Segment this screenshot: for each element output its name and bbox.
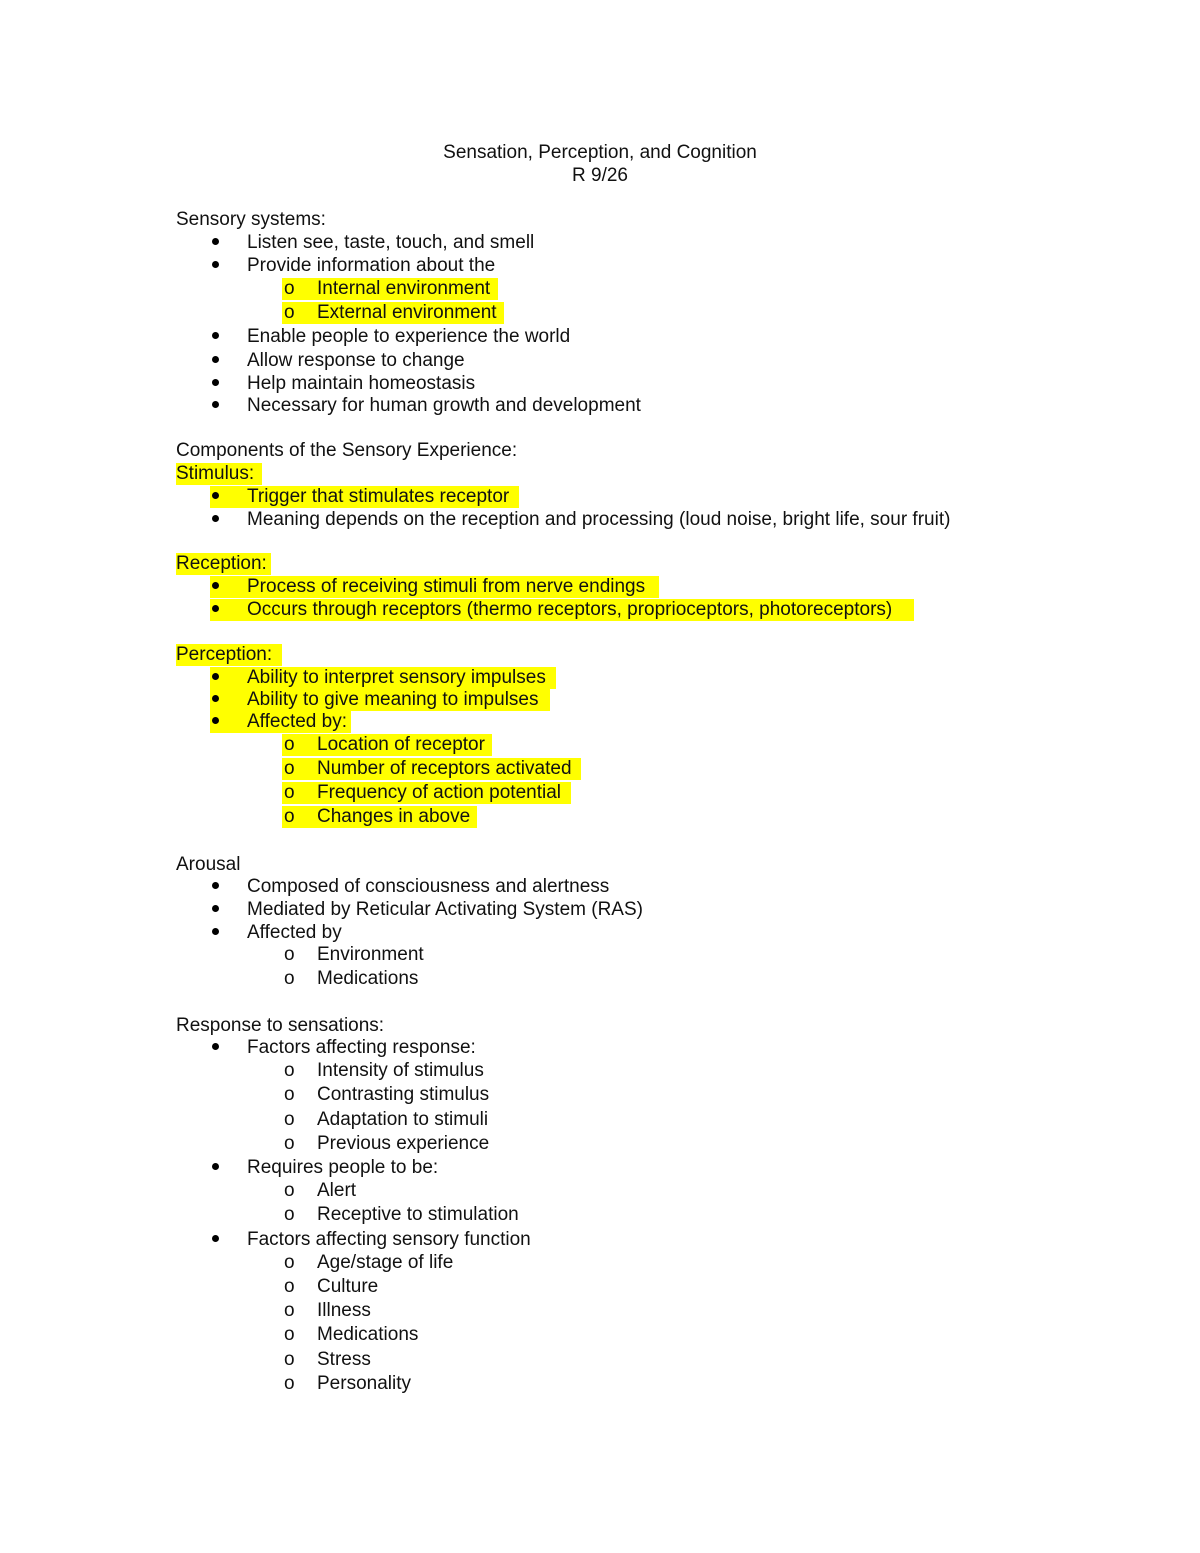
sub-item-text: Stress [317,1349,371,1370]
sub-bullet-icon: o [284,968,295,989]
list-item [212,899,219,921]
list-item [212,1037,219,1059]
sub-item-text: Frequency of action potential [317,782,561,803]
sub-bullet-icon: o [284,782,295,803]
sub-bullet-icon: o [284,1180,295,1201]
bullet-icon [212,379,219,386]
sub-bullet-icon: o [284,1109,295,1130]
bullet-icon [212,401,219,408]
sub-item-text: Medications [317,968,419,989]
list-item-text: Necessary for human growth and development [247,395,641,416]
page-title: Sensation, Perception, and Cognition [443,142,757,163]
bullet-icon [212,492,219,499]
sub-bullet-icon: o [284,1276,295,1297]
section-heading-sensory: Sensory systems: [176,209,326,230]
bullet-icon [212,1163,219,1170]
list-item-text: Mediated by Reticular Activating System (RAS) [247,899,643,920]
bullet-icon [212,928,219,935]
subsection-heading-reception: Reception: [176,553,267,574]
sub-item-text: External environment [317,302,497,323]
list-item-text: Meaning depends on the reception and processing (loud noise, bright life, sour fruit) [247,509,951,530]
list-item [212,509,219,531]
bullet-icon [212,673,219,680]
subsection-heading-stimulus: Stimulus: [176,463,255,484]
list-item [212,255,219,277]
sub-item-text: Environment [317,944,424,965]
sub-item-text: Location of receptor [317,734,485,755]
sub-item-text: Receptive to stimulation [317,1204,519,1225]
sub-bullet-icon: o [284,734,295,755]
sub-bullet-icon: o [284,1084,295,1105]
bullet-icon [212,905,219,912]
bullet-icon [212,356,219,363]
section-heading-response: Response to sensations: [176,1015,385,1036]
bullet-icon [212,605,219,612]
list-item [212,1157,219,1179]
sub-item-text: Personality [317,1373,411,1394]
list-item [212,922,219,944]
bullet-icon [212,332,219,339]
sub-item-text: Intensity of stimulus [317,1060,484,1081]
sub-bullet-icon: o [284,278,295,299]
bullet-icon [212,1043,219,1050]
sub-bullet-icon: o [284,1373,295,1394]
bullet-icon [212,582,219,589]
subsection-heading-perception: Perception: [176,644,273,665]
page-subtitle: R 9/26 [572,165,628,186]
bullet-icon [212,717,219,724]
list-item [212,1229,219,1251]
bullet-icon [212,238,219,245]
list-item-text: Allow response to change [247,350,465,371]
sub-bullet-icon: o [284,1252,295,1273]
list-item [212,599,219,621]
list-item [212,395,219,417]
list-item-text: Ability to interpret sensory impulses [247,667,546,688]
list-item [212,326,219,348]
bullet-icon [212,261,219,268]
section-heading-arousal: Arousal [176,854,241,875]
bullet-icon [212,515,219,522]
section-heading-components: Components of the Sensory Experience: [176,440,518,461]
list-item-text: Enable people to experience the world [247,326,571,347]
sub-bullet-icon: o [284,1060,295,1081]
list-item-text: Composed of consciousness and alertness [247,876,610,897]
bullet-icon [212,1235,219,1242]
list-item [212,486,219,508]
list-item [212,232,219,254]
bullet-icon [212,695,219,702]
list-item-text: Affected by: [247,711,347,732]
list-item [212,689,219,711]
list-item-text: Factors affecting sensory function [247,1229,531,1250]
sub-item-text: Contrasting stimulus [317,1084,490,1105]
list-item-text: Trigger that stimulates receptor [247,486,510,507]
list-item-text: Help maintain homeostasis [247,373,476,394]
sub-bullet-icon: o [284,1349,295,1370]
list-item [212,373,219,395]
list-item [212,350,219,372]
sub-item-text: Illness [317,1300,371,1321]
list-item-text: Ability to give meaning to impulses [247,689,539,710]
sub-bullet-icon: o [284,1324,295,1345]
list-item-text: Affected by [247,922,342,943]
sub-bullet-icon: o [284,1204,295,1225]
list-item-text: Requires people to be: [247,1157,439,1178]
list-item [212,711,219,733]
sub-item-text: Previous experience [317,1133,490,1154]
list-item [212,576,219,598]
list-item [212,667,219,689]
list-item-text: Process of receiving stimuli from nerve endings [247,576,646,597]
list-item [212,876,219,898]
list-item-text: Occurs through receptors (thermo receptors, proprioceptors, photoreceptors) [247,599,893,620]
list-item-text: Provide information about the [247,255,496,276]
sub-bullet-icon: o [284,1133,295,1154]
sub-bullet-icon: o [284,944,295,965]
list-item-text: Factors affecting response: [247,1037,476,1058]
sub-bullet-icon: o [284,758,295,779]
sub-item-text: Number of receptors activated [317,758,572,779]
sub-item-text: Age/stage of life [317,1252,454,1273]
sub-item-text: Culture [317,1276,379,1297]
sub-item-text: Internal environment [317,278,491,299]
sub-item-text: Changes in above [317,806,471,827]
sub-item-text: Medications [317,1324,419,1345]
list-item-text: Listen see, taste, touch, and smell [247,232,535,253]
sub-bullet-icon: o [284,1300,295,1321]
bullet-icon [212,882,219,889]
sub-item-text: Alert [317,1180,357,1201]
sub-bullet-icon: o [284,806,295,827]
sub-item-text: Adaptation to stimuli [317,1109,489,1130]
sub-bullet-icon: o [284,302,295,323]
